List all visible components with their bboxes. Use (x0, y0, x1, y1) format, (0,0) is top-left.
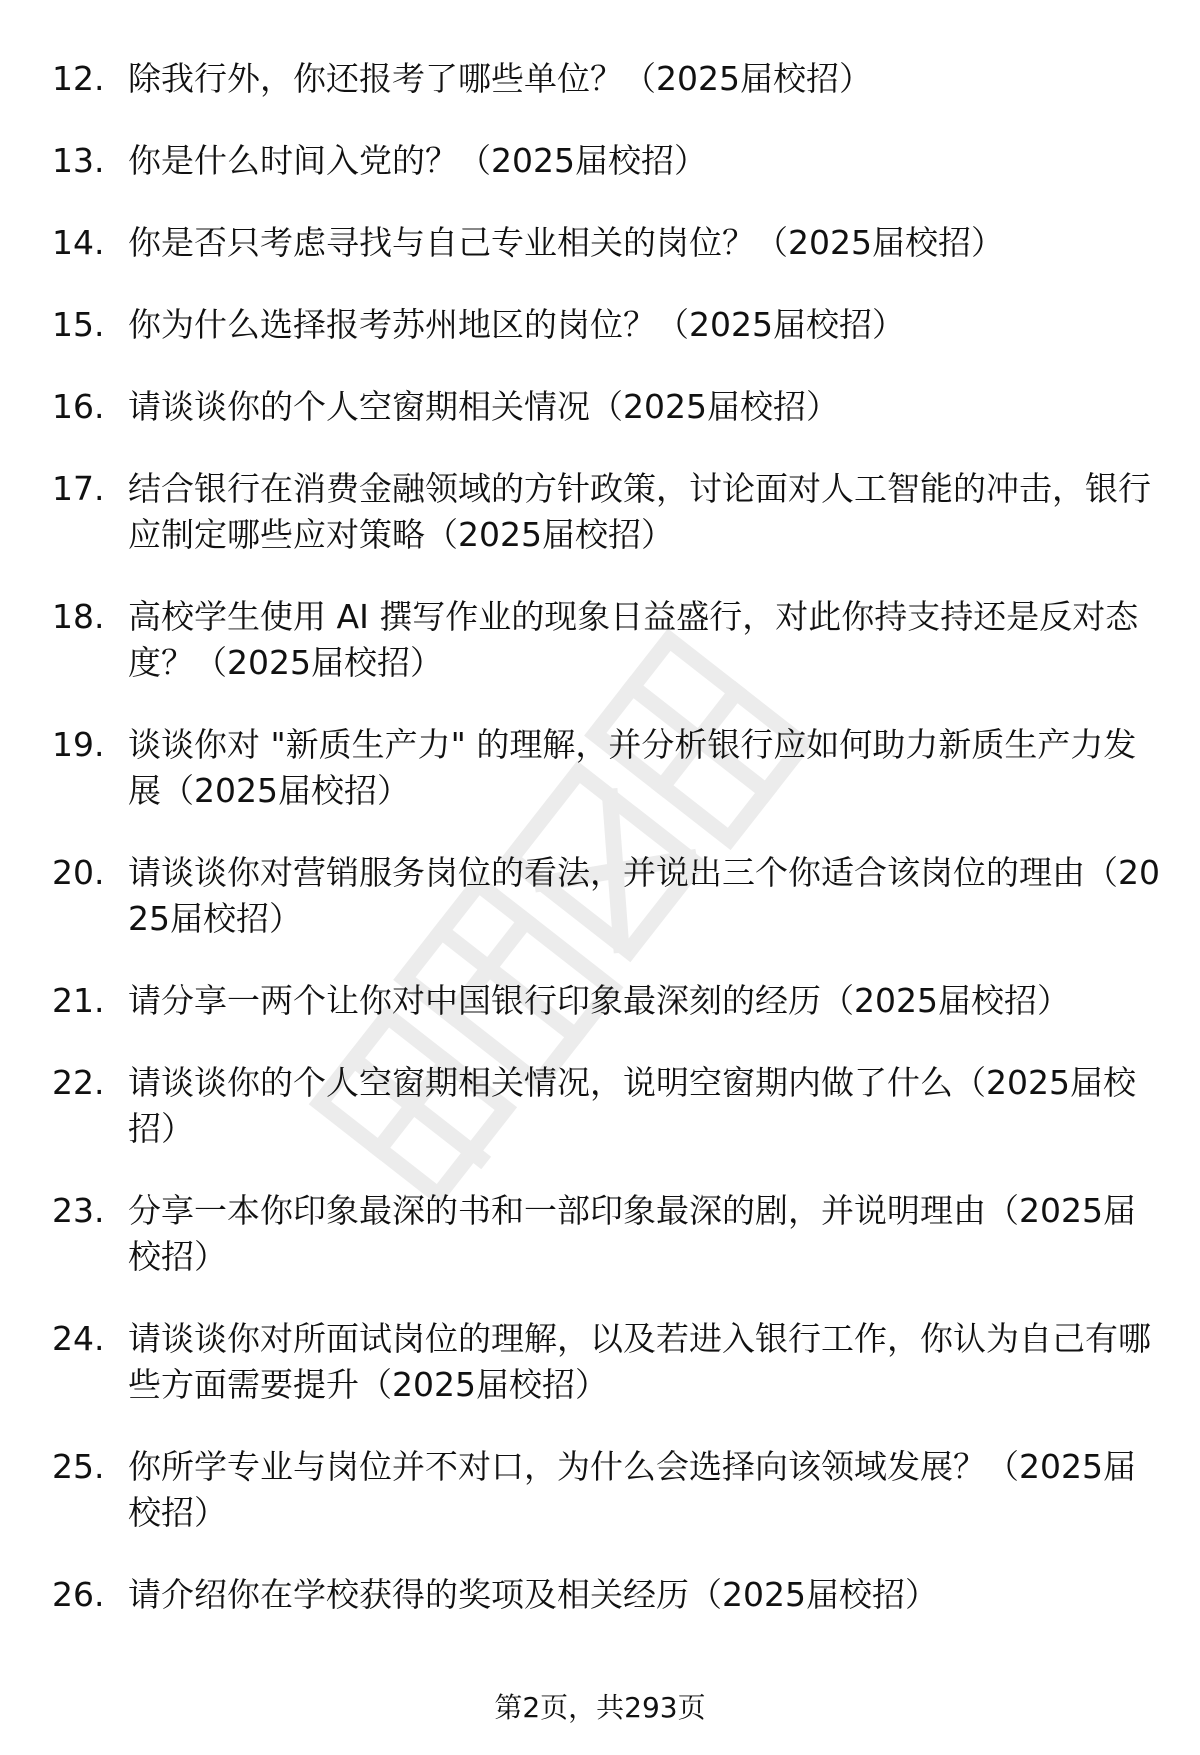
question-text: 谈谈你对 "新质生产力" 的理解，并分析银行应如何助力新质生产力发展（2025届校招） (128, 725, 1137, 810)
question-text: 结合银行在消费金融领域的方针政策，讨论面对人工智能的冲击，银行应制定哪些应对策略（2025届校招） (128, 469, 1151, 554)
question-item (52, 1316, 1162, 1408)
question-number: 23. (52, 1191, 105, 1230)
question-number: 22. (52, 1063, 105, 1102)
question-number: 20. (52, 853, 105, 892)
question-text: 请谈谈你的个人空窗期相关情况（2025届校招） (128, 387, 839, 426)
question-item (52, 978, 1162, 1024)
question-item (52, 466, 1162, 558)
page-number-footer: 第2页，共293页 (494, 1691, 706, 1724)
question-number: 17. (52, 469, 105, 508)
question-text: 请介绍你在学校获得的奖项及相关经历（2025届校招） (128, 1575, 938, 1614)
question-item (52, 1060, 1162, 1152)
question-list (52, 56, 1162, 1654)
question-text: 请分享一两个让你对中国银行印象最深刻的经历（2025届校招） (128, 981, 1070, 1020)
question-item (52, 220, 1162, 266)
question-item (52, 722, 1162, 814)
question-text: 请谈谈你对营销服务岗位的看法，并说出三个你适合该岗位的理由（2025届校招） (128, 853, 1160, 938)
question-text: 除我行外，你还报考了哪些单位？（2025届校招） (128, 59, 872, 98)
question-item (52, 384, 1162, 430)
question-text: 你是否只考虑寻找与自己专业相关的岗位？（2025届校招） (128, 223, 1004, 262)
question-item (52, 1572, 1162, 1618)
question-item (52, 302, 1162, 348)
question-item (52, 850, 1162, 942)
question-text: 你是什么时间入党的？（2025届校招） (128, 141, 707, 180)
question-text: 请谈谈你的个人空窗期相关情况，说明空窗期内做了什么（2025届校招） (128, 1063, 1136, 1148)
question-number: 13. (52, 141, 105, 180)
question-item (52, 1188, 1162, 1280)
question-number: 14. (52, 223, 105, 262)
question-number: 24. (52, 1319, 105, 1358)
question-text: 高校学生使用 AI 撰写作业的现象日益盛行，对此你持支持还是反对态度？（2025届校招） (128, 597, 1139, 682)
question-number: 18. (52, 597, 105, 636)
question-item (52, 138, 1162, 184)
question-text: 你为什么选择报考苏州地区的岗位？（2025届校招） (128, 305, 905, 344)
question-number: 26. (52, 1575, 105, 1614)
question-item (52, 56, 1162, 102)
question-text: 请谈谈你对所面试岗位的理解，以及若进入银行工作，你认为自己有哪些方面需要提升（2025届校招） (128, 1319, 1151, 1404)
question-number: 25. (52, 1447, 105, 1486)
question-number: 12. (52, 59, 105, 98)
question-text: 分享一本你印象最深的书和一部印象最深的剧，并说明理由（2025届校招） (128, 1191, 1136, 1276)
question-number: 16. (52, 387, 105, 426)
question-text: 你所学专业与岗位并不对口，为什么会选择向该领域发展？（2025届校招） (128, 1447, 1136, 1532)
question-number: 21. (52, 981, 105, 1020)
question-item (52, 1444, 1162, 1536)
question-number: 19. (52, 725, 105, 764)
question-number: 15. (52, 305, 105, 344)
question-item (52, 594, 1162, 686)
